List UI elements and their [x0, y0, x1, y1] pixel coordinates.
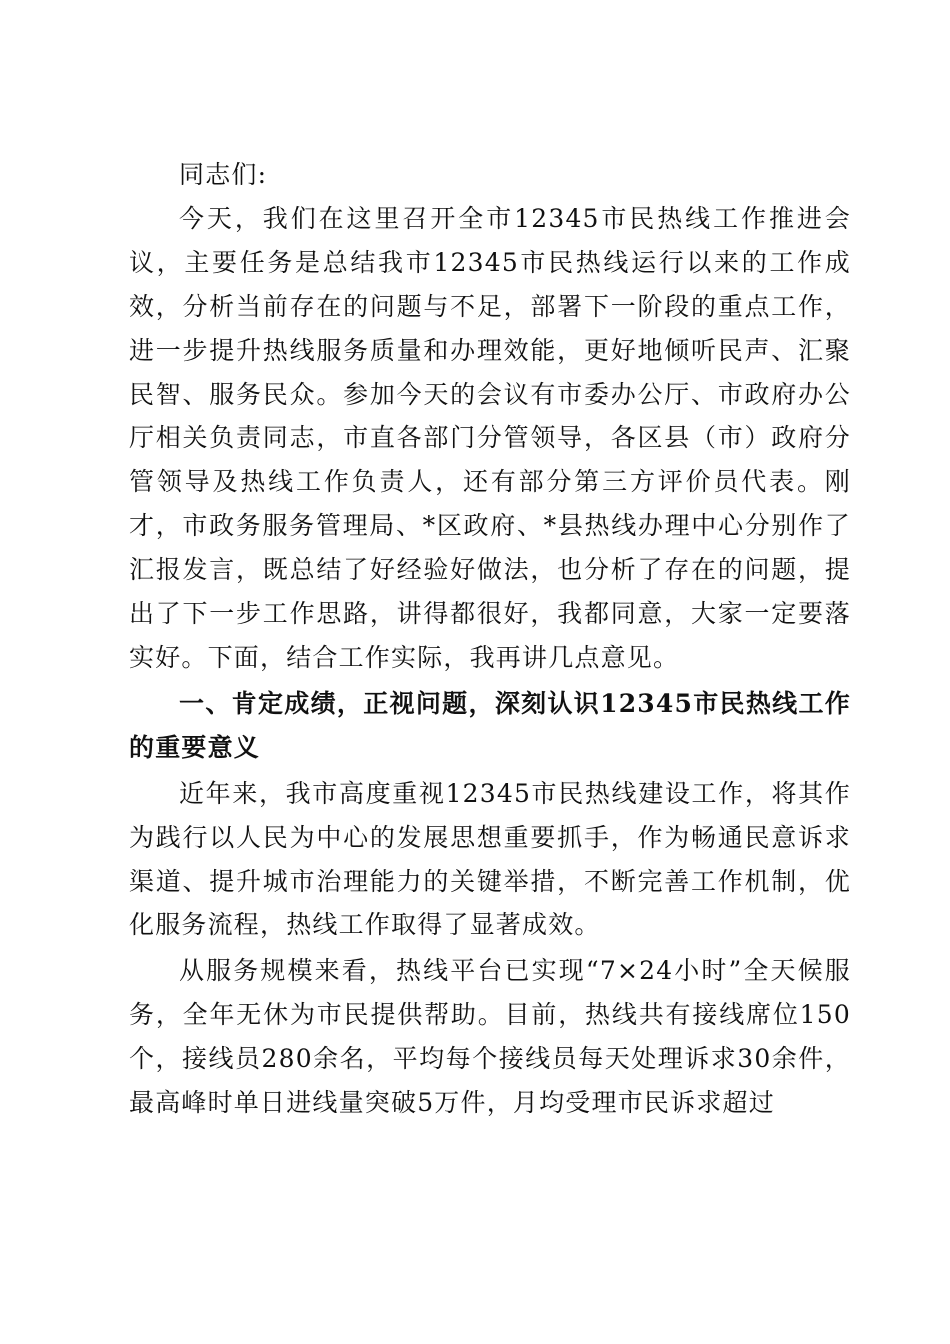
opening-paragraph: 今天，我们在这里召开全市12345市民热线工作推进会议，主要任务是总结我市12345市民热线运行以来的工作成效，分析当前存在的问题与不足，部署下一阶段的重点工作，进一步提升热线服务质量和办理效能，更好地倾听民声、汇聚民智、服务民众。参加今天的会议有市委办公厅、市政府办公厅相关负责同志，市直各部门分管领导，各区县（市）政府分管领导及热线工作负责人，还有部分第三方评价员代表。刚才，市政务服务管理局、*区政府、*县热线办理中心分别作了汇报发言，既总结了好经验好做法，也分析了存在的问题，提出了下一步工作思路，讲得都很好，我都同意，大家一定要落实好。下面，结合工作实际，我再讲几点意见。 [129, 203, 851, 672]
section-paragraph-1: 近年来，我市高度重视12345市民热线建设工作，将其作为践行以人民为中心的发展思想重要抓手，作为畅通民意诉求渠道、提升城市治理能力的关键举措，不断完善工作机制，优化服务流程，热线工作取得了显著成效。 [129, 778, 851, 940]
document-body [129, 153, 851, 1125]
section-heading: 一、肯定成绩，正视问题，深刻认识12345市民热线工作的重要意义 [129, 688, 851, 762]
section-paragraph-2: 从服务规模来看，热线平台已实现“7×24小时”全天候服务，全年无休为市民提供帮助。目前，热线共有接线席位150个，接线员280余名，平均每个接线员每天处理诉求30余件，最高峰时单日进线量突破5万件，月均受理市民诉求超过 [129, 956, 851, 1118]
salutation: 同志们: [179, 160, 268, 189]
